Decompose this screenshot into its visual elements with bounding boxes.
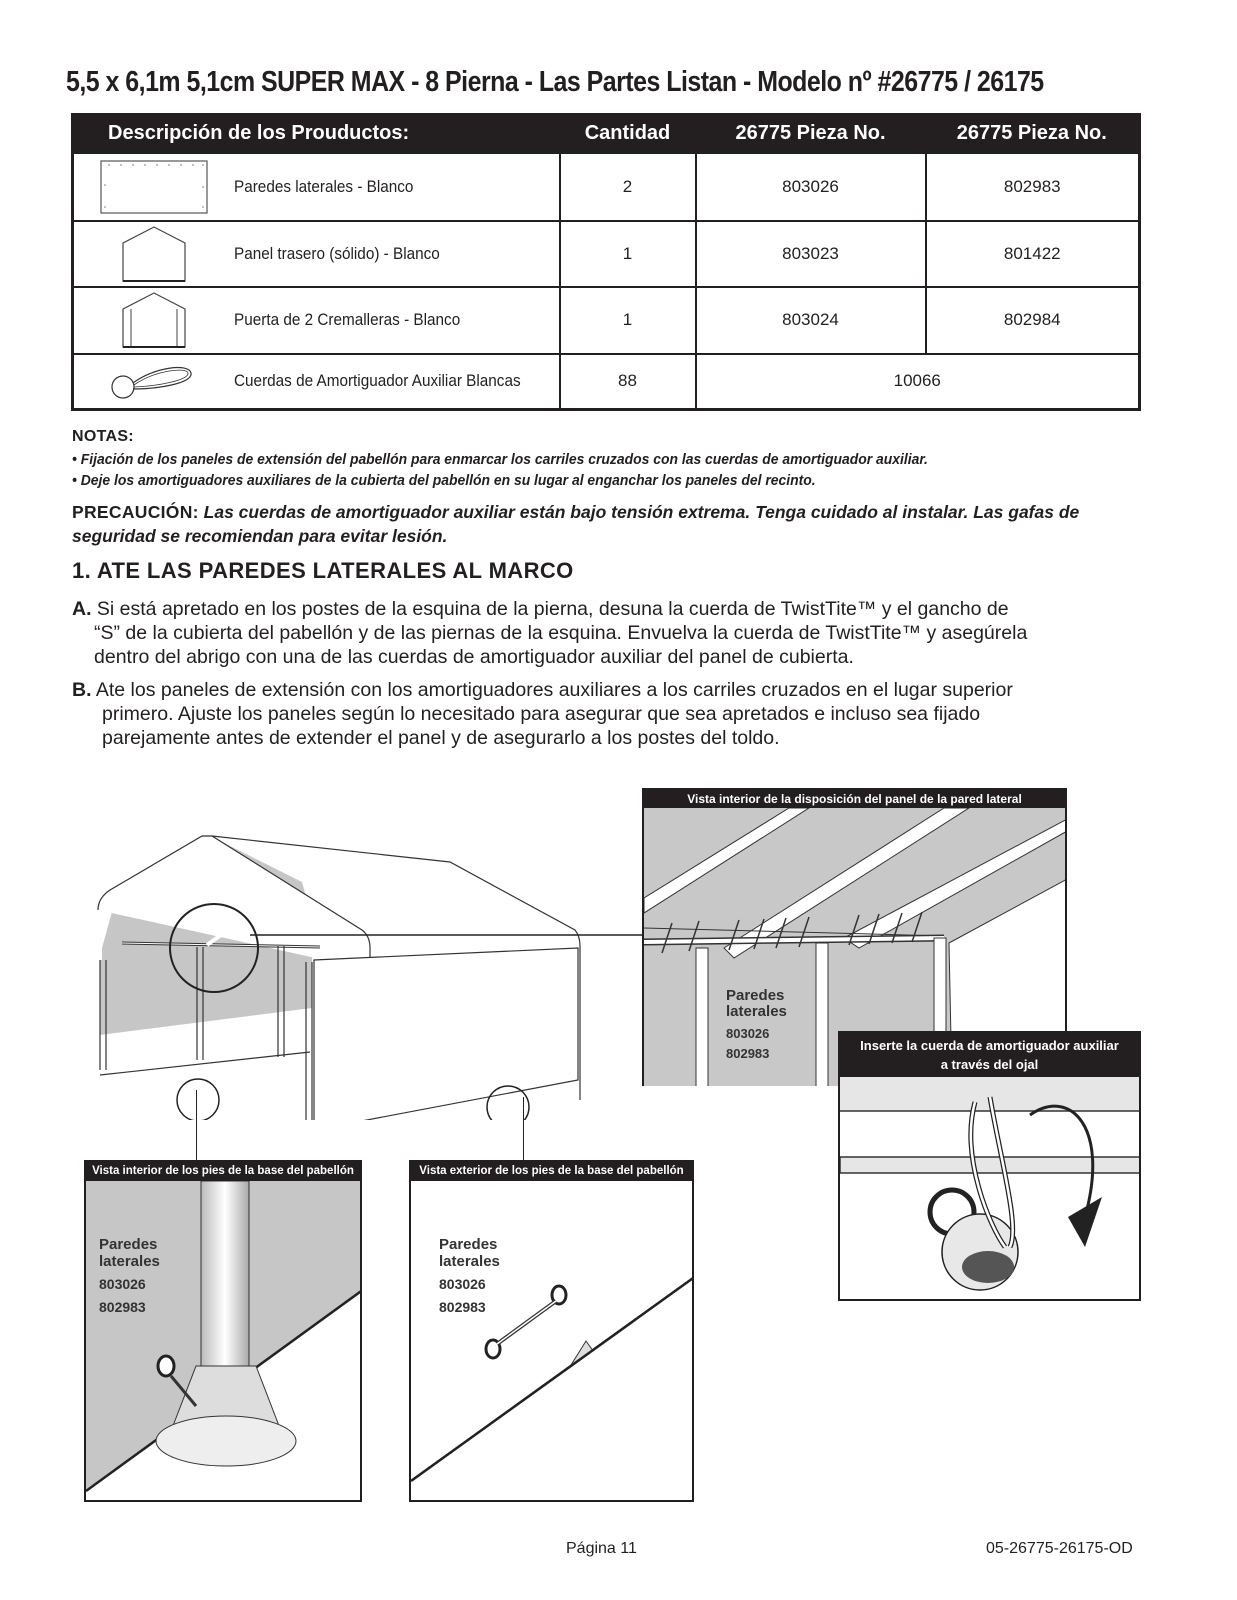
figure-label xyxy=(439,1236,500,1316)
part-number: 802983 xyxy=(726,1046,770,1061)
caution-body: Las cuerdas de amortiguador auxiliar están bajo tensión extrema. Tenga cuidado al instalar. Las gafas de seguridad se recomiendan para evitar lesión. xyxy=(72,502,1080,546)
part-number: 803026 xyxy=(99,1276,146,1292)
item-quantity: 1 xyxy=(560,221,696,287)
figure-exterior-feet xyxy=(409,1160,694,1502)
step-a-line: “S” de la cubierta del pabellón y de las piernas de la esquina. Envuelva la cuerda de TwistTite™ y asegúrela xyxy=(94,622,1028,644)
item-description: Cuerdas de Amortiguador Auxiliar Blancas xyxy=(234,371,521,391)
part-number: 803026 xyxy=(726,1026,770,1041)
label-line: Paredes xyxy=(99,1236,158,1253)
part-number: 802983 xyxy=(99,1299,146,1315)
notes-heading: NOTAS: xyxy=(72,428,134,445)
side-wall-panel-icon xyxy=(74,159,234,215)
caption-line: a través del ojal xyxy=(940,1057,1039,1072)
item-part-shared: 10066 xyxy=(696,354,1140,410)
item-description: Paredes laterales - Blanco xyxy=(234,176,414,196)
item-part-b: 802984 xyxy=(926,287,1140,354)
callout-line-exterior-feet xyxy=(523,1097,524,1160)
caution-label: PRECAUCIÓN: xyxy=(72,502,199,522)
figure-label xyxy=(99,1236,160,1316)
step-b-line: primero. Ajuste los paneles según lo necesitado para asegurar que sea apretados e incluso sea fijado xyxy=(102,703,981,725)
header-description: Descripción de los Prouductos: xyxy=(73,115,560,153)
figure-caption xyxy=(840,1033,1139,1077)
parts-table xyxy=(71,113,1141,411)
step-a-line: dentro del abrigo con una de las cuerdas de amortiguador auxiliar del panel de cubierta. xyxy=(94,646,854,668)
table-row xyxy=(73,221,1140,287)
exterior-foot-base-illustration xyxy=(411,1181,694,1502)
step-heading: 1. ATE LAS PAREDES LATERALES AL MARCO xyxy=(72,558,574,583)
figure-caption: Vista interior de los pies de la base del pabellón xyxy=(86,1162,360,1181)
item-quantity: 1 xyxy=(560,287,696,354)
item-part-a: 803026 xyxy=(696,153,926,221)
rear-panel-icon xyxy=(74,225,234,283)
header-part-26775: 26775 Pieza No. xyxy=(696,115,926,153)
label-line: Paredes xyxy=(439,1236,498,1253)
table-row xyxy=(73,153,1140,221)
step-b-line: parejamente antes de extender el panel y de asegurarlo a los postes del toldo. xyxy=(102,727,780,749)
figure-caption: Vista interior de la disposición del panel de la pared lateral xyxy=(644,790,1065,808)
table-row xyxy=(73,287,1140,354)
item-part-b: 801422 xyxy=(926,221,1140,287)
step-b xyxy=(72,678,1152,750)
canopy-illustration xyxy=(90,830,650,1120)
page-number: Página 11 xyxy=(566,1540,637,1557)
part-number: 802983 xyxy=(439,1299,486,1315)
label-line: laterales xyxy=(99,1253,160,1270)
bungee-cord-icon xyxy=(74,361,234,401)
zipper-door-icon xyxy=(74,291,234,349)
table-header-row xyxy=(73,115,1140,153)
callout-line-interior-feet xyxy=(196,1090,197,1160)
item-description: Puerta de 2 Cremalleras - Blanco xyxy=(234,310,461,329)
label-line: laterales xyxy=(439,1253,500,1270)
page-title: 5,5 x 6,1m 5,1cm SUPER MAX - 8 Pierna - Las Partes Listan - Modelo nº #26775 / 26175 xyxy=(66,66,1044,98)
caption-line: Inserte la cuerda de amortiguador auxiliar xyxy=(860,1038,1119,1053)
figure-interior-feet xyxy=(84,1160,362,1502)
figure-insert-cord xyxy=(838,1031,1141,1301)
note-item: • Fijación de los paneles de extensión del pabellón para enmarcar los carriles cruzados con las cuerdas de amortiguador auxiliar. xyxy=(72,452,928,468)
figure-caption: Vista exterior de los pies de la base del pabellón xyxy=(411,1162,692,1181)
interior-foot-base-illustration xyxy=(86,1181,362,1502)
step-b-label: B. xyxy=(72,679,92,701)
item-quantity: 2 xyxy=(560,153,696,221)
document-code: 05-26775-26175-OD xyxy=(986,1540,1133,1557)
item-part-a: 803023 xyxy=(696,221,926,287)
figure-label xyxy=(726,988,787,1062)
bungee-grommet-illustration xyxy=(840,1077,1141,1301)
caution-text xyxy=(72,500,1147,548)
item-quantity: 88 xyxy=(560,354,696,410)
header-part-26175: 26775 Pieza No. xyxy=(926,115,1140,153)
step-b-line: Ate los paneles de extensión con los amortiguadores auxiliares a los carriles cruzados en el lugar superior xyxy=(91,679,1013,701)
note-item: • Deje los amortiguadores auxiliares de la cubierta del pabellón en su lugar al enganchar los paneles del recinto. xyxy=(72,473,816,489)
header-quantity: Cantidad xyxy=(560,115,696,153)
step-a-line: Si está apretado en los postes de la esquina de la pierna, desuna la cuerda de TwistTite™ y el gancho de xyxy=(91,598,1009,620)
label-line: Paredes xyxy=(726,987,785,1004)
item-part-a: 803024 xyxy=(696,287,926,354)
part-number: 803026 xyxy=(439,1276,486,1292)
label-line: laterales xyxy=(726,1003,787,1020)
step-a xyxy=(72,597,1152,669)
item-part-b: 802983 xyxy=(926,153,1140,221)
item-description: Panel trasero (sólido) - Blanco xyxy=(234,243,440,263)
table-row xyxy=(73,354,1140,410)
step-a-label: A. xyxy=(72,598,92,620)
